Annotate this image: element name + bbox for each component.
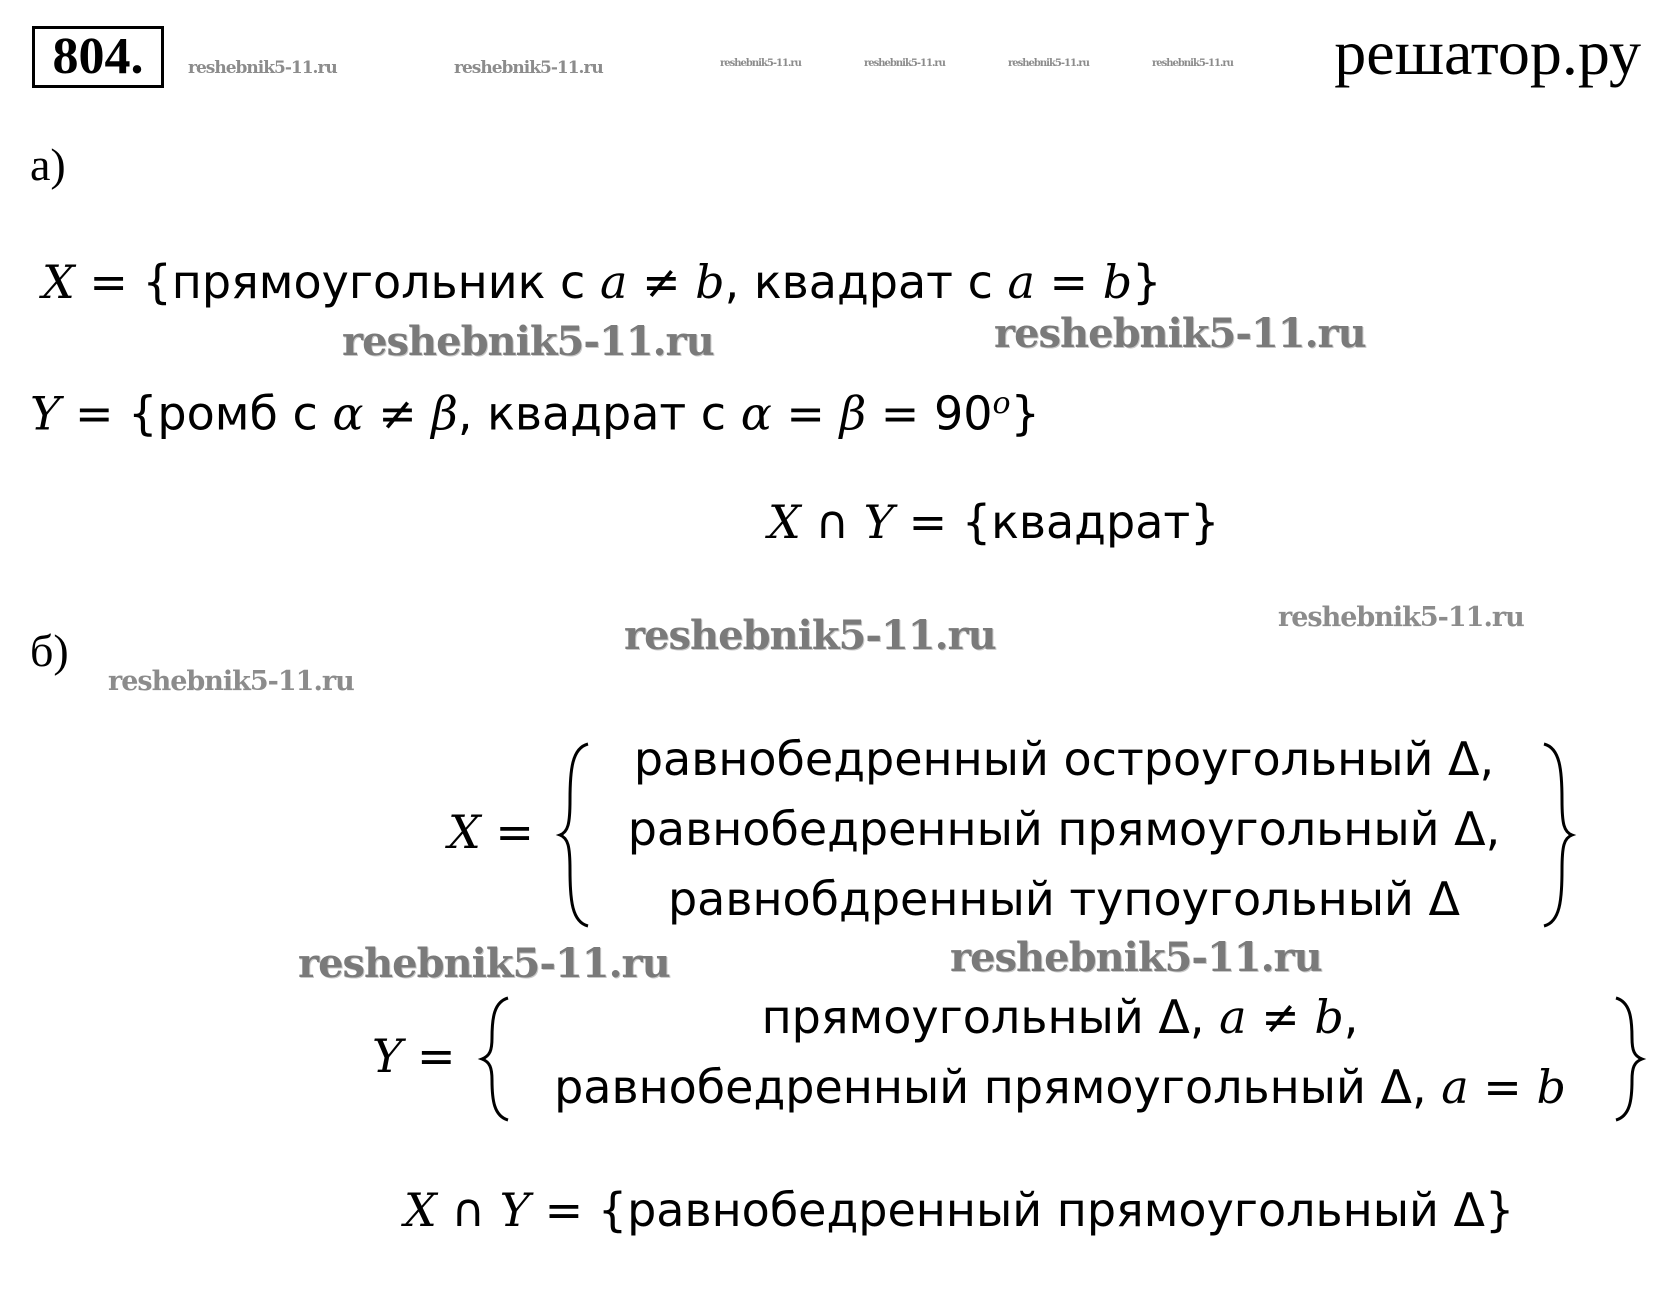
op: ≠ — [1246, 990, 1315, 1044]
var-a: a — [1007, 255, 1035, 309]
set-y-items-b — [500, 982, 1620, 1122]
intersection-b — [404, 1184, 1514, 1236]
text: , квадрат с — [457, 386, 741, 441]
right-brace — [1612, 994, 1648, 1124]
var-y: Y — [30, 386, 61, 441]
text: } — [1132, 255, 1162, 309]
right-brace — [1540, 740, 1580, 930]
var-b: b — [1102, 255, 1133, 309]
var-alpha: α — [740, 386, 772, 441]
var-b: b — [1536, 1060, 1566, 1114]
watermark: reshebnik5-11.ru — [994, 310, 1366, 357]
problem-number: 804. — [32, 26, 164, 88]
var-y: Y — [863, 495, 895, 549]
var-a: a — [1441, 1060, 1469, 1114]
var-y: Y — [499, 1183, 531, 1237]
set-y-label-b — [372, 1030, 456, 1082]
part-a-label: а) — [30, 139, 66, 190]
var-y: Y — [372, 1029, 403, 1083]
part-b-label: б) — [30, 625, 69, 676]
text: = 90 — [866, 386, 993, 441]
var-x: X — [768, 495, 801, 549]
set-item: равнобедренный остроугольный Δ, — [633, 732, 1495, 786]
set-x-definition-a — [42, 256, 1161, 308]
var-beta: β — [431, 386, 458, 441]
op: ≠ — [363, 386, 432, 441]
var-b: b — [695, 255, 725, 309]
watermark: reshebnik5-11.ru — [864, 58, 945, 69]
watermark: reshebnik5-11.ru — [1278, 602, 1524, 633]
op: = — [1034, 255, 1103, 309]
set-item — [500, 1052, 1620, 1122]
set-y-definition-a — [30, 378, 1040, 439]
set-item — [500, 982, 1620, 1052]
var-x: X — [404, 1183, 437, 1237]
text: = {прямоугольник с — [74, 255, 600, 309]
set-x-label-b — [448, 806, 534, 858]
text: } — [1010, 386, 1040, 441]
watermark: reshebnik5-11.ru — [298, 940, 670, 987]
var-beta: β — [839, 386, 867, 441]
op: = — [1468, 1060, 1537, 1114]
watermark: reshebnik5-11.ru — [720, 58, 801, 69]
text: равнобедренный прямоугольный Δ, — [554, 1060, 1442, 1114]
op: = — [771, 386, 840, 441]
op: ≠ — [627, 255, 696, 309]
var-x: X — [42, 255, 75, 309]
cap-symbol: ∩ — [800, 495, 864, 549]
text: = {равнобедренный прямоугольный Δ} — [530, 1183, 1515, 1237]
text: = {ромб с — [60, 386, 333, 441]
degree-mark: o — [992, 386, 1011, 421]
equals: = — [402, 1029, 456, 1083]
text: прямоугольный Δ, — [761, 990, 1220, 1044]
var-x: X — [448, 805, 481, 859]
watermark: reshebnik5-11.ru — [1152, 58, 1233, 69]
watermark: reshebnik5-11.ru — [108, 666, 354, 697]
watermark: reshebnik5-11.ru — [454, 58, 603, 78]
site-title: решатор.ру — [1334, 17, 1641, 88]
var-a: a — [1219, 990, 1247, 1044]
watermark: reshebnik5-11.ru — [188, 58, 337, 78]
set-x-items-b — [584, 724, 1544, 934]
intersection-a — [768, 496, 1219, 548]
watermark: reshebnik5-11.ru — [950, 934, 1322, 981]
set-item: равнобдренный тупоугольный Δ — [667, 872, 1461, 926]
text: = {квадрат} — [894, 495, 1220, 549]
var-alpha: α — [332, 386, 364, 441]
cap-symbol: ∩ — [436, 1183, 500, 1237]
equals: = — [480, 805, 534, 859]
watermark: reshebnik5-11.ru — [624, 612, 996, 659]
var-b: b — [1314, 990, 1344, 1044]
var-a: a — [599, 255, 628, 309]
text: , — [1343, 990, 1359, 1044]
text: , квадрат с — [724, 255, 1008, 309]
set-item: равнобедренный прямоугольный Δ, — [627, 802, 1501, 856]
watermark: reshebnik5-11.ru — [342, 318, 714, 365]
watermark: reshebnik5-11.ru — [1008, 58, 1089, 69]
